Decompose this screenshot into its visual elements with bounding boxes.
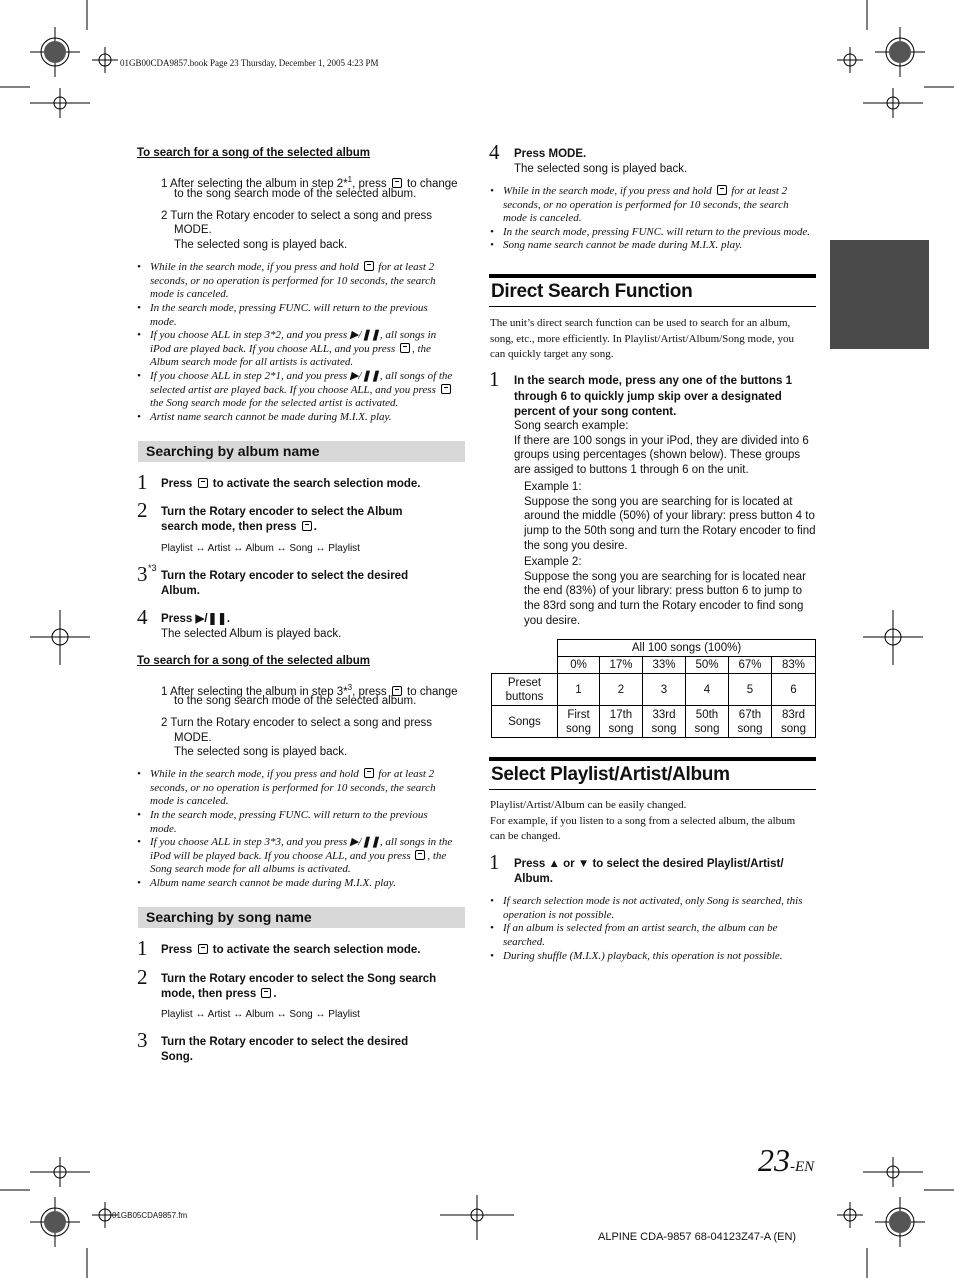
search-table: All 100 songs (100%) 0% 17% 33% 50% 67% 83% Preset buttons 1 2 3 4 5 6 Songs First song 17th song 33rd song 50th song 67th song 83rd song <box>491 639 816 738</box>
song-step3-cont: Song. <box>161 1051 193 1063</box>
album-step3-cont: Album. <box>161 585 200 597</box>
step-number: 4 <box>137 605 148 629</box>
search-button-icon <box>198 944 208 954</box>
table-row-label: Songs <box>492 706 558 738</box>
footnote-marker: *3 <box>148 563 157 573</box>
song-step3: Turn the Rotary encoder to select the desired <box>161 1036 409 1048</box>
sec2-step2-result: The selected song is played back. <box>174 746 348 758</box>
step-number: 3 <box>137 1028 148 1052</box>
sec2-title: To search for a song of the selected album <box>137 655 371 667</box>
song-subtitle: Searching by song name <box>138 907 465 928</box>
table-row-label: Preset buttons <box>492 674 558 706</box>
search-button-icon <box>441 384 451 394</box>
table-header: All 100 songs (100%) <box>558 640 816 657</box>
step-number: 3 <box>137 562 148 586</box>
sec1-step2-result: The selected song is played back. <box>174 239 348 251</box>
mode-flow: Playlist ↔ Artist ↔ Album ↔ Song ↔ Playlist <box>161 1009 360 1020</box>
play-pause-icon: ▶/❚❚ <box>195 613 227 625</box>
step-number: 1 <box>489 367 500 391</box>
mode-flow: Playlist ↔ Artist ↔ Album ↔ Song ↔ Playlist <box>161 543 360 554</box>
book-header: 01GB00CDA9857.book Page 23 Thursday, December 1, 2005 4:23 PM <box>120 58 379 68</box>
down-arrow-icon: ▼ <box>577 858 590 870</box>
sec1-step2-mode: MODE. <box>174 224 212 236</box>
direct-intro: The unit’s direct search function can be used to search for an album, song, etc., more efficiently. In Playlist/Artist/Album/Song mode, you can quickly target any song. <box>490 317 794 360</box>
step-number: 2 <box>137 498 148 522</box>
step-number: 1 <box>489 850 500 874</box>
album-step3: Turn the Rotary encoder to select the desired <box>161 570 409 582</box>
search-button-icon <box>198 478 208 488</box>
sec1-step2: 2 Turn the Rotary encoder to select a song and press <box>161 210 433 222</box>
search-button-icon <box>302 521 312 531</box>
sec2-step1-cont: to the song search mode of the selected album. <box>174 695 417 707</box>
sec1-step1-cont: to the song search mode of the selected album. <box>174 188 417 200</box>
step-number: 1 <box>137 470 148 494</box>
direct-search-heading: Direct Search Function <box>489 274 816 307</box>
search-button-icon <box>364 261 374 271</box>
select-heading: Select Playlist/Artist/Album <box>489 757 816 790</box>
search-button-icon <box>717 185 727 195</box>
select-step1-cont: Album. <box>514 873 553 885</box>
direct-example: Song search example: If there are 100 songs in your iPod, they are divided into 6 groups using percentages (shown below). These groups are assiged to buttons 1 through 6 on the unit. <box>514 420 809 477</box>
section-tab <box>830 240 929 349</box>
page-number: 23-EN <box>758 1142 815 1178</box>
direct-step1: In the search mode, press any one of the buttons 1 through 6 to quickly jump skip over a designated percent of your song content. <box>514 375 792 418</box>
step-number: 4 <box>489 140 500 164</box>
direct-example2: Example 2: Suppose the song you are searching for is located near the end (83%) of your library: press button 6 to jump to the 83rd song and turn the Rotary encoder to find song you desire. <box>524 556 806 627</box>
file-name: 01GB05CDA9857.fm <box>112 1211 188 1220</box>
search-button-icon <box>415 850 425 860</box>
model-footer: ALPINE CDA-9857 68-04123Z47-A (EN) <box>598 1231 797 1243</box>
play-pause-icon: ▶/❚❚ <box>349 836 380 848</box>
sec2-step1: 1 After selecting the album in step 3*$^3$, press to change <box>161 683 458 698</box>
step-number: 2 <box>137 965 148 989</box>
search-button-icon <box>261 988 271 998</box>
step-number: 1 <box>137 936 148 960</box>
right-step4-result: The selected song is played back. <box>514 163 688 175</box>
album-step4-result: The selected Album is played back. <box>161 628 342 640</box>
sec1-title: To search for a song of the selected album <box>137 147 371 159</box>
up-arrow-icon: ▲ <box>548 858 560 870</box>
direct-example1: Example 1: Suppose the song you are searching for is located at around the middle (50%) of your library: press button 4 to jump to the 50th song and turn the Rotary encoder to find the song you desire. <box>524 481 816 552</box>
sec2-step2: 2 Turn the Rotary encoder to select a song and press <box>161 717 433 729</box>
search-button-icon <box>364 768 374 778</box>
search-button-icon <box>400 343 410 353</box>
play-pause-icon: ▶/❚❚ <box>349 329 380 341</box>
song-step2: Turn the Rotary encoder to select the Song search <box>161 973 437 985</box>
sec1-step1: 1 After selecting the album in step 2*$^1$, press to change <box>161 175 458 190</box>
sec2-step2-mode: MODE. <box>174 732 212 744</box>
album-step2: Turn the Rotary encoder to select the Album <box>161 506 403 518</box>
select-intro: Playlist/Artist/Album can be easily changed. For example, if you listen to a song from a selected album, the album can be changed. <box>490 799 796 842</box>
play-pause-icon: ▶/❚❚ <box>349 370 380 382</box>
album-subtitle: Searching by album name <box>138 441 465 462</box>
right-step4: Press MODE. <box>514 148 587 160</box>
